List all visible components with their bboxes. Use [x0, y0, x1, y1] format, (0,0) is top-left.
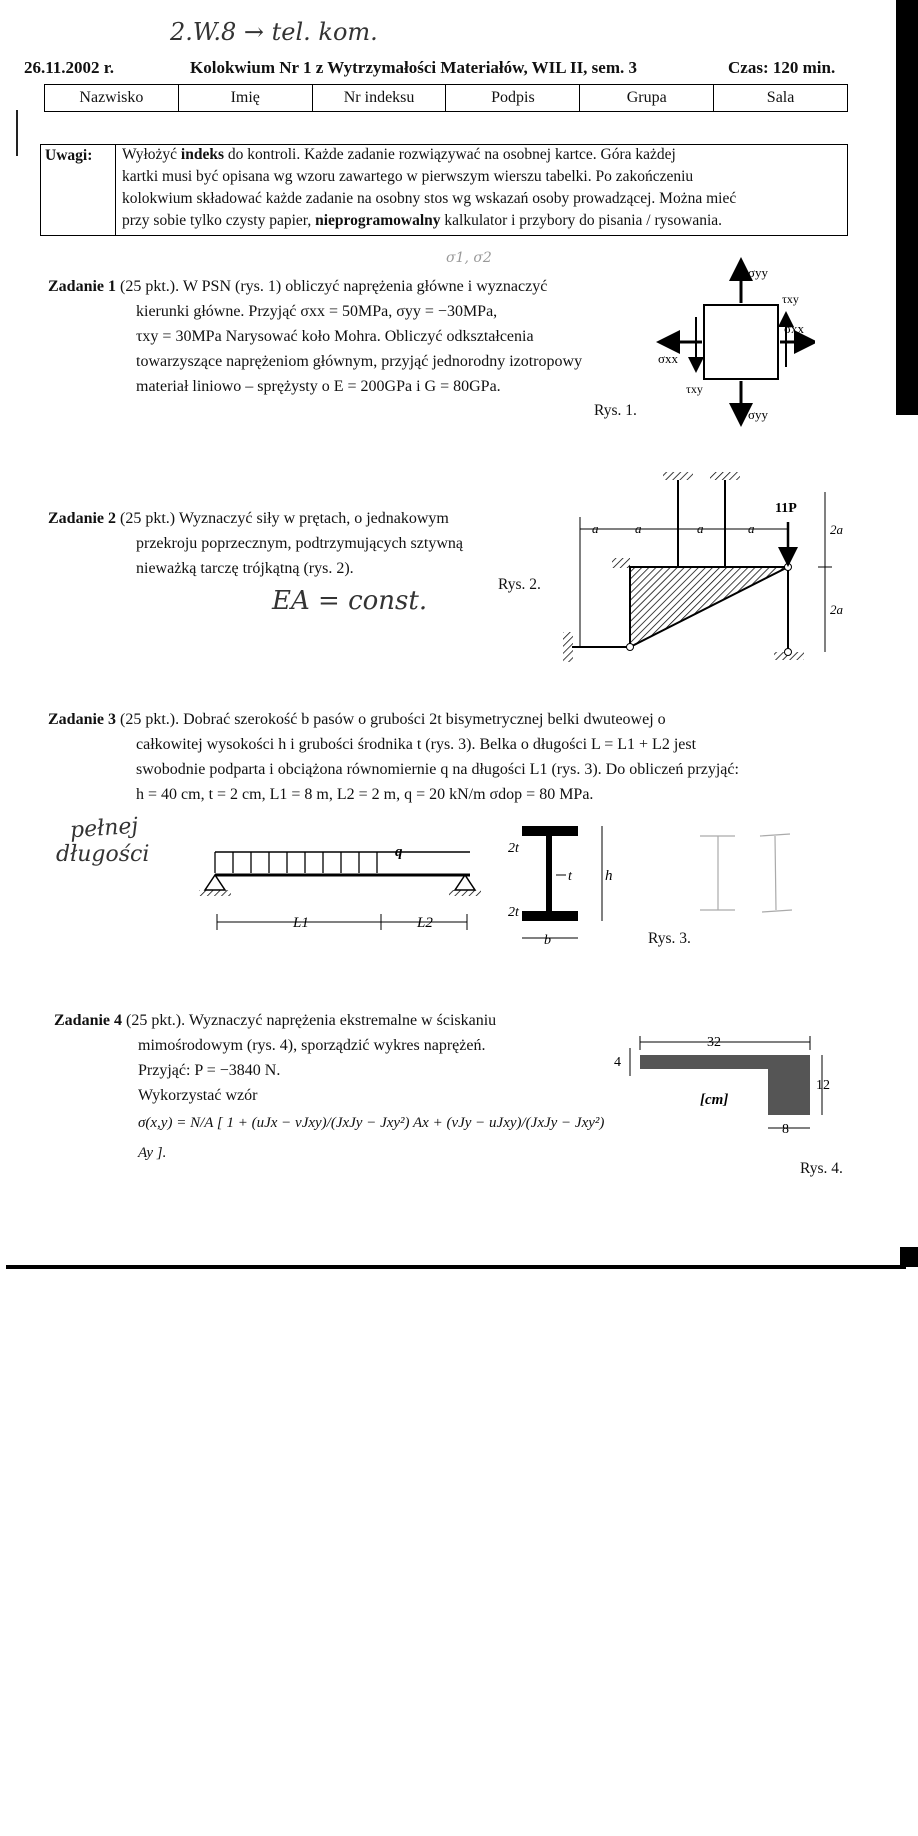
notes-line-2: kartki musi być opisana wg wzoru zawartego w pierwszym wierszu tabelki. Po zakończeniu	[122, 168, 694, 185]
fig-1-stress-element	[650, 255, 815, 435]
task-4	[54, 1008, 614, 1168]
notes-line-1a: Wyłożyć	[122, 146, 181, 163]
fig-2-dim-2a-bottom: 2a	[830, 602, 843, 617]
fig-3-dim-l2: L2	[417, 915, 433, 931]
fig-3-dim-2t-bottom: 2t	[508, 905, 519, 920]
col-nazwisko: Nazwisko	[45, 85, 179, 112]
fig-1-label-txy-top: τxy	[782, 292, 799, 306]
task-1-line-4: towarzyszące naprężeniom głównym, przyjąć jednorodny izotropowy	[136, 353, 583, 370]
fig-2-dim-a-3: a	[697, 521, 704, 536]
task-1	[48, 274, 668, 399]
notes-line-3: kolokwium składować każde zadanie na osobny stos wg wskazań osoby prowadzącej. Można mieć	[122, 190, 737, 207]
handwritten-side-note-1: pełnej	[69, 813, 140, 844]
bottom-rule	[6, 1265, 906, 1269]
scan-edge-block	[900, 1247, 918, 1267]
task-4-line-1: (25 pkt.). Wyznaczyć naprężenia ekstremalne w ściskaniu	[126, 1012, 497, 1029]
fig-4-caption: Rys. 4.	[800, 1160, 843, 1177]
fig-2-force-label: 11P	[775, 501, 797, 516]
fig-3-beam	[195, 830, 495, 940]
handwritten-sketch	[690, 830, 810, 920]
fig-1-label-txy-bottom: τxy	[686, 382, 703, 396]
margin-mark	[16, 110, 18, 156]
notes-line-4c: kalkulator i przybory do pisania / rysowania.	[440, 212, 723, 229]
col-nr-indeksu: Nr indeksu	[312, 85, 446, 112]
task-3	[48, 707, 868, 807]
handwritten-note-top: 2.W.8 → tel. kom.	[170, 18, 378, 46]
fig-4-dim-width: 32	[707, 1035, 721, 1050]
task-4-line-3: Przyjąć: P = −3840 N.	[138, 1062, 281, 1079]
handwritten-ea-note: EA = const.	[272, 586, 428, 616]
fig-2-dim-2a-top: 2a	[830, 522, 843, 537]
fig-3-dim-b: b	[544, 933, 551, 948]
task-3-title: Zadanie 3	[48, 711, 117, 728]
exam-date: 26.11.2002 r.	[24, 58, 115, 77]
fig-1-caption: Rys. 1.	[594, 402, 637, 419]
fig-1-label-syy-top: σyy	[748, 265, 769, 280]
notes-content	[116, 145, 848, 236]
col-imie: Imię	[178, 85, 312, 112]
task-1-line-5: materiał liniowo – sprężysty o E = 200GPa i G = 80GPa.	[136, 378, 501, 395]
fig-3-dim-2t-top: 2t	[508, 841, 519, 856]
fig-3-i-section	[500, 820, 620, 950]
task-3-line-3: swobodnie podparta i obciążona równomiernie q na długości L1 (rys. 3). Do obliczeń przyjąć:	[136, 761, 739, 778]
fig-3-dim-l1: L1	[293, 915, 309, 931]
fig-1-label-sxx-left: σxx	[658, 351, 679, 366]
fig-4-dim-height: 12	[816, 1078, 830, 1093]
handwritten-side-note-2: długości	[56, 842, 150, 867]
task-2-line-1: (25 pkt.) Wyznaczyć siły w prętach, o jednakowym	[120, 510, 449, 527]
student-info-table	[44, 84, 848, 112]
fig-4-dim-web: 8	[782, 1122, 789, 1137]
fig-2-dim-a-4: a	[748, 521, 755, 536]
task-3-line-1: (25 pkt.). Dobrać szerokość b pasów o grubości 2t bisymetrycznej belki dwuteowej o	[120, 711, 666, 728]
task-4-line-4: Wykorzystać wzór	[138, 1087, 258, 1104]
col-sala: Sala	[714, 85, 848, 112]
fig-2-truss	[560, 472, 860, 672]
notes-line-1b: indeks	[180, 146, 224, 163]
task-1-line-1: (25 pkt.). W PSN (rys. 1) obliczyć naprężenia główne i wyznaczyć	[120, 278, 548, 295]
task-1-title: Zadanie 1	[48, 278, 117, 295]
task-4-title: Zadanie 4	[54, 1012, 123, 1029]
notes-line-1c: do kontroli. Każde zadanie rozwiązywać na osobnej kartce. Góra każdej	[223, 146, 676, 163]
fig-1-label-sxx-right: σxx	[784, 321, 805, 336]
scan-edge-bar	[896, 0, 918, 415]
task-2-line-3: nieważką tarczę trójkątną (rys. 2).	[136, 560, 354, 577]
fig-2-dim-a-2: a	[635, 521, 642, 536]
fig-2-caption: Rys. 2.	[498, 576, 541, 593]
task-3-line-4: h = 40 cm, t = 2 cm, L1 = 8 m, L2 = 2 m, q = 20 kN/m σdop = 80 MPa.	[136, 786, 594, 803]
exam-time: Czas: 120 min.	[728, 58, 836, 77]
col-podpis: Podpis	[446, 85, 580, 112]
notes-line-4a: przy sobie tylko czysty papier,	[122, 212, 316, 229]
fig-2-dim-a-1: a	[592, 521, 599, 536]
notes-label: Uwagi:	[41, 145, 116, 236]
task-4-formula: σ(x,y) = N/A [ 1 + (uJx − vJxy)/(JxJy − Jxy²) Ax + (vJy − uJxy)/(JxJy − Jxy²) Ay ].	[138, 1115, 605, 1161]
fig-3-dim-t: t	[568, 869, 572, 884]
task-4-line-2: mimośrodowym (rys. 4), sporządzić wykres naprężeń.	[138, 1037, 486, 1054]
task-2	[48, 506, 568, 581]
fig-3-caption: Rys. 3.	[648, 930, 691, 947]
exam-title: Kolokwium Nr 1 z Wytrzymałości Materiałów, WIL II, sem. 3	[190, 58, 638, 77]
fig-1-label-syy-bottom: σyy	[748, 407, 769, 422]
task-2-title: Zadanie 2	[48, 510, 117, 527]
task-2-line-2: przekroju poprzecznym, podtrzymujących sztywną	[136, 535, 463, 552]
notes-line-4b: nieprogramowalny	[315, 212, 441, 229]
fig-4-unit: [cm]	[700, 1092, 729, 1108]
task-3-line-2: całkowitej wysokości h i grubości środnika t (rys. 3). Belka o długości L = L1 + L2 jest	[136, 736, 697, 753]
fig-3-load-label: q	[395, 844, 403, 860]
task-1-line-3: τxy = 30MPa Narysować koło Mohra. Obliczyć odkształcenia	[136, 328, 534, 345]
notes-box	[40, 144, 848, 236]
fig-4-section	[610, 1030, 830, 1150]
fig-4-dim-flange: 4	[614, 1055, 621, 1070]
task-1-line-2: kierunki główne. Przyjąć σxx = 50MPa, σyy = −30MPa,	[136, 303, 498, 320]
handwritten-note-zad1: σ1, σ2	[446, 250, 492, 266]
fig-3-dim-h: h	[605, 868, 613, 884]
col-grupa: Grupa	[580, 85, 714, 112]
